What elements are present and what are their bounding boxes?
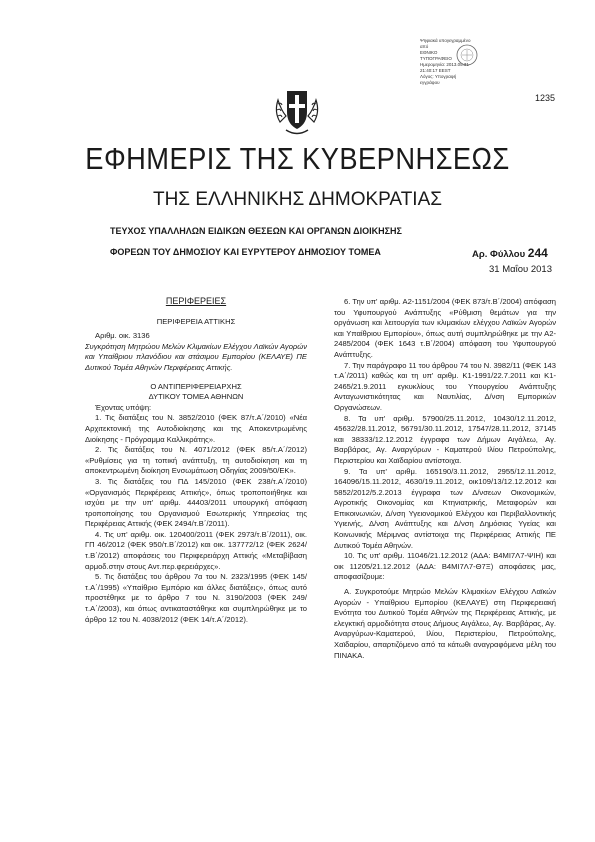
stamp-line: Ψηφιακά υπογεγραμμένο: [420, 38, 471, 43]
section-heading: ΠΕΡΙΦΕΡΕΙΕΣ: [165, 296, 227, 306]
considering-item: 7. Την παράγραφο 11 του άρθρου 74 του Ν. 3982/11 (ΦΕΚ 143 τ.Α΄/2011) καθώς και τη υπ' αριθμ. Κ1-1991/22.7.2011 και Κ1-2465/21.9.2011 εγκυκλίους του Υπουργείου Ανάπτυξης Ανταγωνιστικότητας και Ναυτιλίας, Δ/νση Εμπορικών Οργανώσεων.: [334, 360, 556, 412]
issue-date: 31 Μαΐου 2013: [489, 264, 552, 275]
decision-clause-a: Α. Συγκροτούμε Μητρώο Μελών Κλιμακίων Ελέγχου Λαϊκών Αγορών - Υπαίθριου Εμπορίου (ΚΕΛΑΥΕ) στη Περιφερειακή Ενότητα του Δυτικού Τομέα Αθηνών της Περιφέρειας Αττικής, με ελεγκτική αρμοδιότητα στους Δήμους Αιγάλεω, Αγ. Βαρβάρας, Αγ. Αναργύρων-Καματερού, Ιλίου, Περιστερίου, Πετρούπολης, Χαϊδαρίου, απαρτιζόμενο από τα κάτωθι αναγραφόμενα μέλη του ΠΙΝΑΚΑ.: [334, 587, 556, 660]
authority-line-2: ΔΥΤΙΚΟΥ ΤΟΜΕΑ ΑΘΗΝΩΝ: [148, 392, 244, 402]
considering-item: 6. Την υπ' αριθμ. Α2-1151/2004 (ΦΕΚ 873/τ.Β΄/2004) απόφαση του Υφυπουργού Ανάπτυξης «Ρύθμιση θεμάτων για την οργάνωση και λειτουργία των κλιμακίων ελέγχου Λαϊκών Αγορών και Υπαίθριου Εμπορίου», όπως αυτή συμπληρώθηκε με την Α2-2485/2004 (ΦΕΚ 1643 τ.Β΄/2004) απόφαση του Υφυπουργού Ανάπτυξης.: [334, 297, 556, 359]
considering-intro: Έχοντας υπόψη:: [95, 402, 152, 412]
gazette-title: ΕΦΗΜΕΡΙΣ ΤΗΣ ΚΥΒΕΡΝΗΣΕΩΣ: [85, 141, 510, 176]
stamp-line: εγγράφου: [420, 80, 440, 85]
considering-item: 9. Τα υπ' αριθμ. 165190/3.11.2012, 2955/12.11.2012, 164096/15.11.2012, 4630/19.11.2012, οικ109/13/12.12.2012 και 5852/2012/5.2.2013 έγγραφα των Δ/νσεων Οικονομικών, Αγροτικής Οικονομίας και Κτηνιατρικής, Μεταφορών και Επικοινωνιών, Δ/νση Υγειονομικού Ελέγχου και Περιβαλλοντικής Υγιεινής, Δ/νση Ανάπτυξης και Δ/νση Δημόσιας Υγείας και Κοινωνικής Μέριμνας αντίστοιχα της Περιφέρειας Αττικής ΠΕ Δυτικού Τομέα Αθηνών.: [334, 466, 556, 550]
issue-type-line-1: ΤΕΥΧΟΣ ΥΠΑΛΛΗΛΩΝ ΕΙΔΙΚΩΝ ΘΕΣΕΩΝ ΚΑΙ ΟΡΓΑΝΩΝ ΔΙΟΙΚΗΣΗΣ: [110, 226, 402, 236]
right-column: [334, 297, 556, 661]
decision-title: Συγκρότηση Μητρώου Μελών Κλιμακίων Ελέγχου Λαϊκών Αγορών και Υπαίθριου πλανόδιου και στάσιμου Εμπορίου (ΚΕΛΑΥΕ) ΠΕ Δυτικού Τομέα Αθηνών Περιφέρειας Αττικής.: [85, 341, 307, 372]
stamp-line: ΕΘΝΙΚΟ: [420, 50, 438, 55]
greek-coat-of-arms-icon: [268, 82, 326, 140]
stamp-line: Λόγος: Υπογραφή: [420, 74, 457, 79]
sheet-number-value: 244: [527, 246, 548, 260]
stamp-line: ΤΥΠΟΓΡΑΦΕΙΟ: [420, 56, 452, 61]
authority-line-1: Ο ΑΝΤΙΠΕΡΙΦΕΡΕΙΑΡΧΗΣ: [150, 381, 242, 391]
sheet-label: Αρ. Φύλλου: [472, 249, 526, 260]
considering-item: 10. Τις υπ' αριθμ. 11046/21.12.2012 (ΑΔΑ: Β4ΜΙ7Λ7-ΨΙΗ) και οικ 11205/21.12.2012 (ΑΔΑ: Β4ΜΙ7Λ7-Θ7Ξ) αποφάσεις μας, αποφασίζουμε:: [334, 551, 556, 582]
considering-item: 5. Τις διατάξεις του άρθρου 7α του Ν. 2323/1995 (ΦΕΚ 145/τ.Α΄/1995) «Υπαίθριο Εμπόριο και άλλες διατάξεις», όπως αυτό προστέθηκε με το άρθρο 7 του Ν. 3190/2003 (ΦΕΚ 249/τ.Α΄/2003), και όπως αντικαταστάθηκε και συμπληρώθηκε με το άρθρο 12 του Ν. 4038/2012 (ΦΕΚ 14/τ.Α΄/2012).: [85, 572, 307, 624]
considering-item: 3. Τις διατάξεις του ΠΔ 145/2010 (ΦΕΚ 238/τ.Α΄/2010) «Οργανισμός Περιφέρειας Αττικής», όπως τροποποιήθηκε και ισχύει με την υπ' αριθμ. 44403/2011 υπουργική απόφαση τροποποίησης του Οργανισμού Εσωτερικής Υπηρεσίας της Περιφέρειας Αττικής (ΦΕΚ 2494/τ.Β΄/2011).: [85, 476, 307, 529]
considering-item: 1. Τις διατάξεις του Ν. 3852/2010 (ΦΕΚ 87/τ.Α΄/2010) «Νέα Αρχιτεκτονική της Αυτοδιοίκησης και της Αποκεντρωμένης Διοίκησης - Πρόγραμμα Καλλικράτης».: [85, 413, 307, 444]
considering-item: 2. Τις διατάξεις του Ν. 4071/2012 (ΦΕΚ 85/τ.Α΄/2012) «Ρυθμίσεις για τη τοπική ανάπτυξη, τη αυτοδιοίκηση και τη αποκεντρωμένη διοίκηση Ενσωμάτωση Οδηγίας 2009/50/ΕΚ».: [85, 445, 307, 476]
signature-seal-icon: [456, 44, 478, 66]
sheet-number: [472, 246, 548, 260]
page-number: 1235: [535, 93, 556, 103]
digital-signature-stamp: [420, 38, 512, 98]
stamp-line: Ημερομηνία: 2013.05.31: [420, 62, 469, 67]
gazette-subtitle: ΤΗΣ ΕΛΛΗΝΙΚΗΣ ΔΗΜΟΚΡΑΤΙΑΣ: [152, 189, 443, 210]
issue-type-line-2: ΦΟΡΕΩΝ ΤΟΥ ΔΗΜΟΣΙΟΥ ΚΑΙ ΕΥΡΥΤΕΡΟΥ ΔΗΜΟΣΙΟΥ ΤΟΜΕΑ: [110, 247, 381, 257]
decision-number: Αριθμ. οικ. 3136: [95, 331, 150, 341]
stamp-line: 21:40:17 EEST: [420, 68, 451, 73]
considering-item: 4. Τις υπ' αριθμ. οικ. 120400/2011 (ΦΕΚ 2973/τ.Β΄/2011), οικ. ΓΠ 46/2012 (ΦΕΚ 950/τ.Β΄/2012) και οικ. 137772/12 (ΦΕΚ 2624/τ.Β΄/2012) αποφάσεις του Περιφερειάρχη Αττικής «Μεταβίβαση αρμοδ.στην στους Αντ.περ.φερειάρχες».: [85, 529, 307, 571]
considering-item: 8. Τα υπ' αριθμ. 57900/25.11.2012, 10430/12.11.2012, 45632/28.11.2012, 56791/30.11.2012, 17547/28.11.2012, 37145 και 38333/12.12.2012 έγγραφα των Δήμων Αιγάλεω, Αγ. Βαρβάρας, Αγ. Αναργύρων - Καματερού Ιλίου Πετρούπολης, Περιστερίου και Χαϊδαρίου αντίστοιχα.: [334, 413, 556, 465]
left-column: [85, 296, 307, 625]
stamp-line: από: [420, 44, 429, 49]
region-heading: ΠΕΡΙΦΕΡΕΙΑ ΑΤΤΙΚΗΣ: [156, 316, 236, 326]
